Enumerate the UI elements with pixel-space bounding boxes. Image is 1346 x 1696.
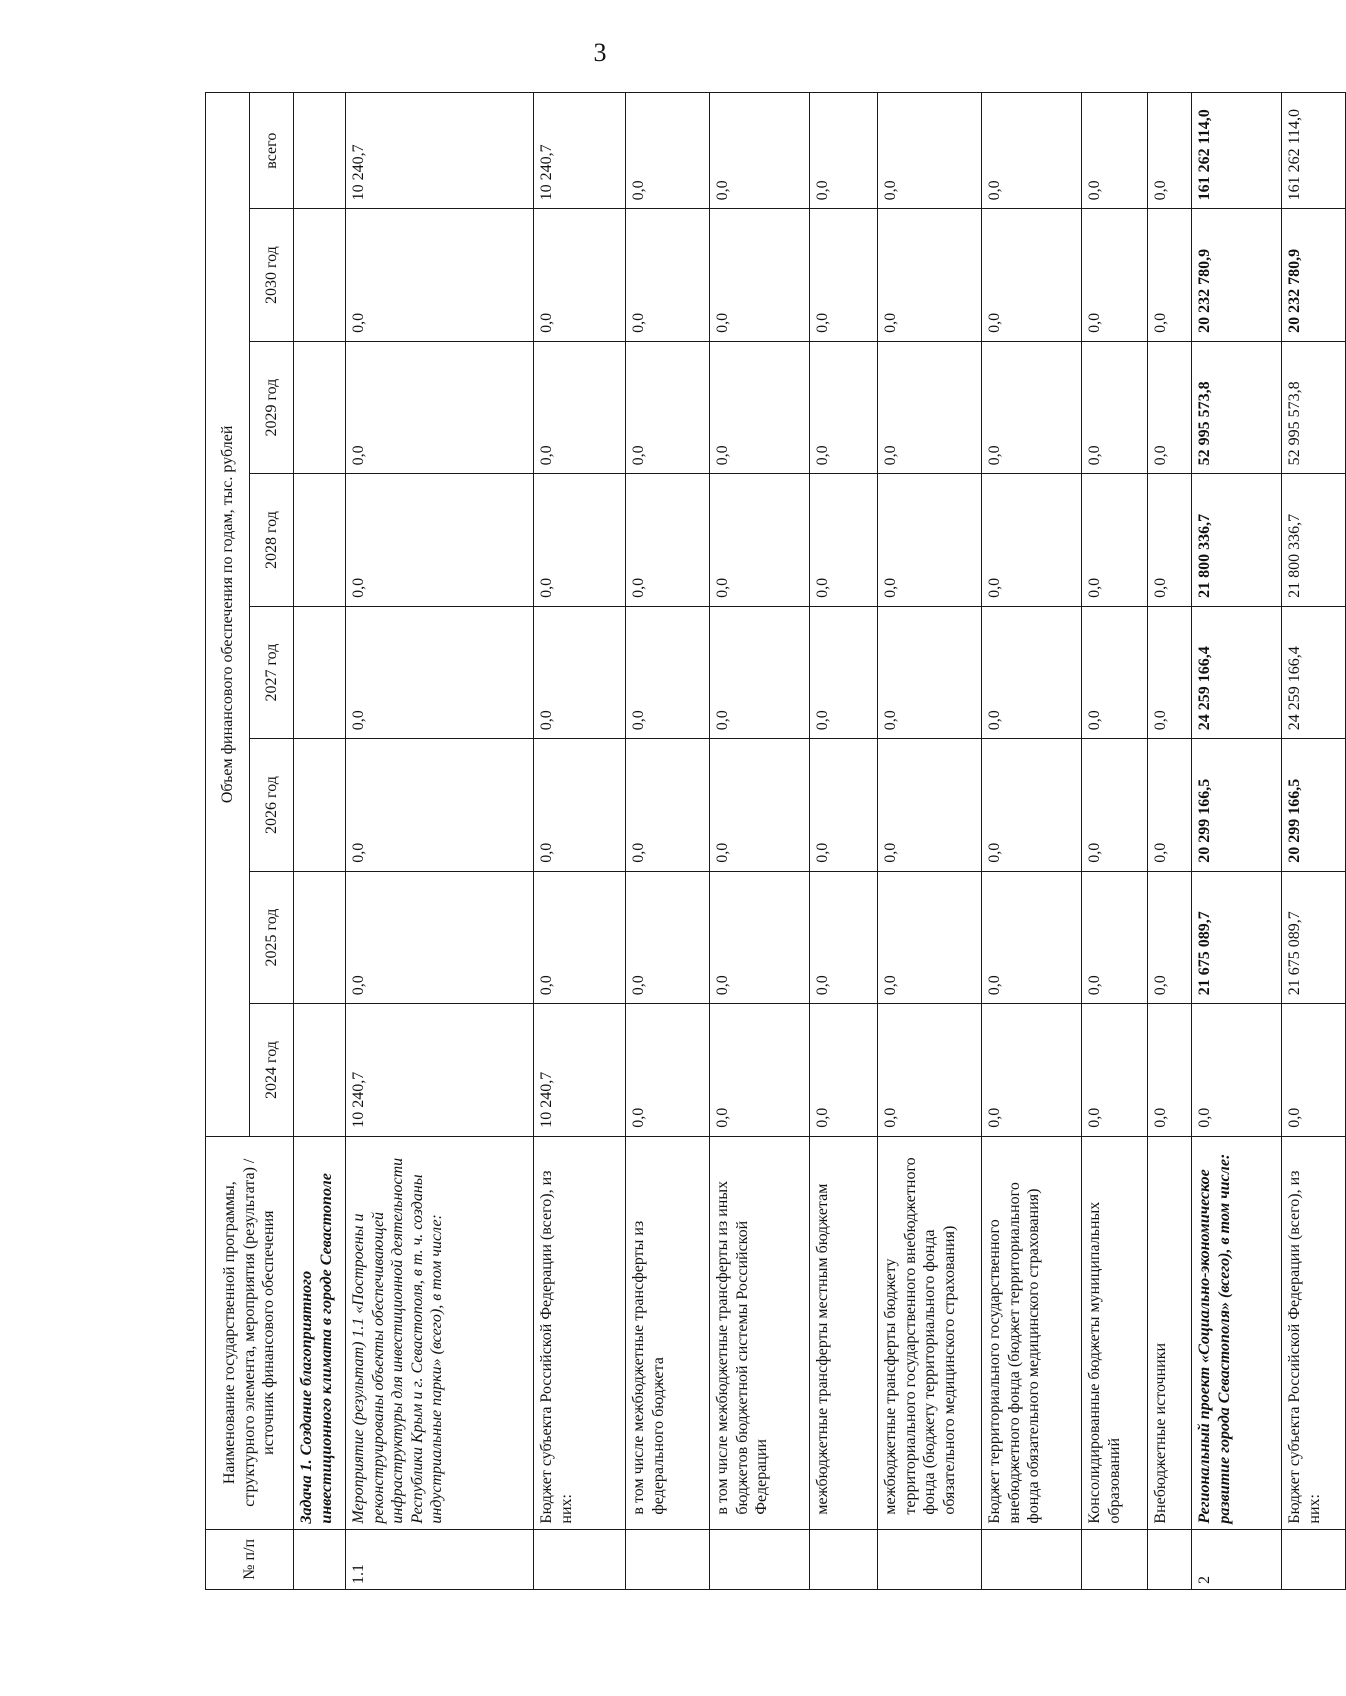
row-value: 0,0 (1082, 1004, 1148, 1136)
table-row (346, 93, 534, 1590)
row-value: 0,0 (346, 606, 534, 738)
table-row (534, 93, 626, 1590)
row-value: 20 232 780,9 (1192, 209, 1282, 341)
row-label: в том числе межбюджетные трансферты из федерального бюджета (626, 1136, 710, 1529)
row-label: в том числе межбюджетные трансферты из иных бюджетов бюджетной системы Российской Федерации (710, 1136, 810, 1529)
row-value: 10 240,7 (534, 1004, 626, 1136)
header-year: 2026 год (250, 739, 294, 871)
row-value: 0,0 (1082, 474, 1148, 606)
table-row (1148, 93, 1192, 1590)
row-value: 24 259 166,4 (1192, 606, 1282, 738)
row-value: 0,0 (810, 739, 878, 871)
header-name: Наименование государственной программы, структурного элемента, мероприятия (результата) / источник финансового обеспечения (206, 1136, 294, 1529)
table-row (626, 93, 710, 1590)
row-value: 0,0 (710, 341, 810, 473)
row-value: 0,0 (1082, 93, 1148, 209)
table-body (294, 93, 1346, 1590)
row-number: 1.1 (346, 1529, 534, 1589)
row-value: 0,0 (710, 209, 810, 341)
row-value: 0,0 (1082, 341, 1148, 473)
row-label: Консолидированные бюджеты муниципальных образований (1082, 1136, 1148, 1529)
table-row (982, 93, 1082, 1590)
table-row (294, 93, 346, 1590)
row-label: Бюджет субъекта Российской Федерации (всего), из них: (1282, 1136, 1346, 1529)
row-value: 161 262 114,0 (1282, 93, 1346, 209)
row-value: 0,0 (810, 341, 878, 473)
row-value: 0,0 (626, 341, 710, 473)
row-value: 0,0 (810, 93, 878, 209)
row-value: 0,0 (810, 871, 878, 1003)
row-label: Бюджет субъекта Российской Федерации (всего), из них: (534, 1136, 626, 1529)
row-value: 0,0 (982, 739, 1082, 871)
row-value: 0,0 (534, 474, 626, 606)
financing-table (205, 92, 1346, 1590)
row-value: 0,0 (878, 341, 982, 473)
row-value: 0,0 (626, 606, 710, 738)
row-value: 0,0 (810, 606, 878, 738)
row-value: 0,0 (1148, 341, 1192, 473)
table-row (710, 93, 810, 1590)
row-value: 0,0 (982, 606, 1082, 738)
row-number (1082, 1529, 1148, 1589)
row-value: 0,0 (626, 93, 710, 209)
row-label: Задача 1. Создание благоприятного инвестиционного климата в городе Севастополе (294, 1136, 346, 1529)
header-year: 2024 год (250, 1004, 294, 1136)
row-value: 0,0 (1192, 1004, 1282, 1136)
header-year: 2025 год (250, 871, 294, 1003)
row-value: 0,0 (626, 739, 710, 871)
row-value: 0,0 (1148, 209, 1192, 341)
row-number (710, 1529, 810, 1589)
row-value: 0,0 (534, 341, 626, 473)
row-value: 20 299 166,5 (1282, 739, 1346, 871)
row-value: 0,0 (878, 209, 982, 341)
row-number (1148, 1529, 1192, 1589)
row-label: Мероприятие (результат) 1.1 «Построены и реконструированы объекты обеспечивающей инфраструктуры для инвестиционной деятельности Республики Крым и г. Севастополя, в т. ч. созданы индустриальные парки» (всего), в том числе: (346, 1136, 534, 1529)
row-value: 0,0 (346, 341, 534, 473)
row-value: 0,0 (710, 606, 810, 738)
row-number (878, 1529, 982, 1589)
row-value: 0,0 (1082, 739, 1148, 871)
row-value: 0,0 (878, 93, 982, 209)
header-year: 2027 год (250, 606, 294, 738)
row-value: 0,0 (878, 474, 982, 606)
row-value: 0,0 (346, 474, 534, 606)
row-value: 0,0 (1148, 1004, 1192, 1136)
row-value: 0,0 (982, 474, 1082, 606)
row-number (810, 1529, 878, 1589)
row-number (534, 1529, 626, 1589)
header-year: 2028 год (250, 474, 294, 606)
row-number (626, 1529, 710, 1589)
table-row (878, 93, 982, 1590)
row-value: 0,0 (1082, 209, 1148, 341)
row-value: 0,0 (982, 341, 1082, 473)
row-value: 52 995 573,8 (1282, 341, 1346, 473)
row-value: 0,0 (982, 93, 1082, 209)
header-volume: Объем финансового обеспечения по годам, тыс. рублей (206, 93, 250, 1137)
table-row (1082, 93, 1148, 1590)
row-value: 0,0 (810, 209, 878, 341)
row-number (982, 1529, 1082, 1589)
row-number: 2 (1192, 1529, 1282, 1589)
row-value: 161 262 114,0 (1192, 93, 1282, 209)
row-value: 52 995 573,8 (1192, 341, 1282, 473)
row-value: 0,0 (626, 871, 710, 1003)
row-value: 0,0 (810, 1004, 878, 1136)
row-value (294, 93, 346, 209)
row-value: 0,0 (626, 474, 710, 606)
row-value (294, 606, 346, 738)
row-value (294, 1004, 346, 1136)
row-value: 0,0 (878, 1004, 982, 1136)
row-value: 10 240,7 (346, 93, 534, 209)
row-value: 20 299 166,5 (1192, 739, 1282, 871)
row-value: 0,0 (1148, 871, 1192, 1003)
row-value (294, 739, 346, 871)
row-value: 0,0 (346, 739, 534, 871)
row-value: 20 232 780,9 (1282, 209, 1346, 341)
row-value: 10 240,7 (534, 93, 626, 209)
row-value: 0,0 (710, 739, 810, 871)
row-value: 0,0 (982, 871, 1082, 1003)
table-row (1192, 93, 1282, 1590)
row-value: 0,0 (1282, 1004, 1346, 1136)
row-value: 0,0 (346, 209, 534, 341)
row-value: 0,0 (878, 606, 982, 738)
row-value: 0,0 (1148, 93, 1192, 209)
row-value: 0,0 (534, 739, 626, 871)
row-value: 0,0 (878, 739, 982, 871)
row-value: 0,0 (534, 606, 626, 738)
row-number (1282, 1529, 1346, 1589)
table-row (1282, 93, 1346, 1590)
row-value: 0,0 (982, 209, 1082, 341)
header-year: всего (250, 93, 294, 209)
row-value (294, 871, 346, 1003)
row-value: 0,0 (534, 209, 626, 341)
row-label: межбюджетные трансферты бюджету территориального государственного внебюджетного фонда (бюджету территориального фонда обязательного медицинского страхования) (878, 1136, 982, 1529)
row-value: 21 675 089,7 (1282, 871, 1346, 1003)
row-value: 0,0 (710, 93, 810, 209)
row-value: 10 240,7 (346, 1004, 534, 1136)
row-value: 0,0 (878, 871, 982, 1003)
row-number (294, 1529, 346, 1589)
row-value: 0,0 (534, 871, 626, 1003)
header-year: 2030 год (250, 209, 294, 341)
table-row (810, 93, 878, 1590)
rotated-table-container (205, 92, 1323, 1590)
row-value (294, 474, 346, 606)
row-label: Бюджет территориального государственного внебюджетного фонда (бюджет территориального фонда обязательного медицинского страхования) (982, 1136, 1082, 1529)
row-value: 21 800 336,7 (1192, 474, 1282, 606)
header-year: 2029 год (250, 341, 294, 473)
row-value: 0,0 (1082, 606, 1148, 738)
row-label: Внебюджетные источники (1148, 1136, 1192, 1529)
row-label: Региональный проект «Социально-экономическое развитие города Севастополя» (всего), в том числе: (1192, 1136, 1282, 1529)
row-value: 0,0 (1148, 739, 1192, 871)
row-value: 0,0 (1148, 606, 1192, 738)
row-label: межбюджетные трансферты местным бюджетам (810, 1136, 878, 1529)
header-num: № п/п (206, 1529, 294, 1589)
row-value (294, 209, 346, 341)
row-value: 21 675 089,7 (1192, 871, 1282, 1003)
row-value: 0,0 (982, 1004, 1082, 1136)
row-value: 0,0 (710, 871, 810, 1003)
row-value: 0,0 (626, 209, 710, 341)
row-value: 0,0 (346, 871, 534, 1003)
row-value: 24 259 166,4 (1282, 606, 1346, 738)
page-number: 3 (593, 38, 607, 67)
row-value: 21 800 336,7 (1282, 474, 1346, 606)
row-value (294, 341, 346, 473)
row-value: 0,0 (1148, 474, 1192, 606)
row-value: 0,0 (710, 1004, 810, 1136)
row-value: 0,0 (810, 474, 878, 606)
row-value: 0,0 (710, 474, 810, 606)
row-value: 0,0 (626, 1004, 710, 1136)
row-value: 0,0 (1082, 871, 1148, 1003)
